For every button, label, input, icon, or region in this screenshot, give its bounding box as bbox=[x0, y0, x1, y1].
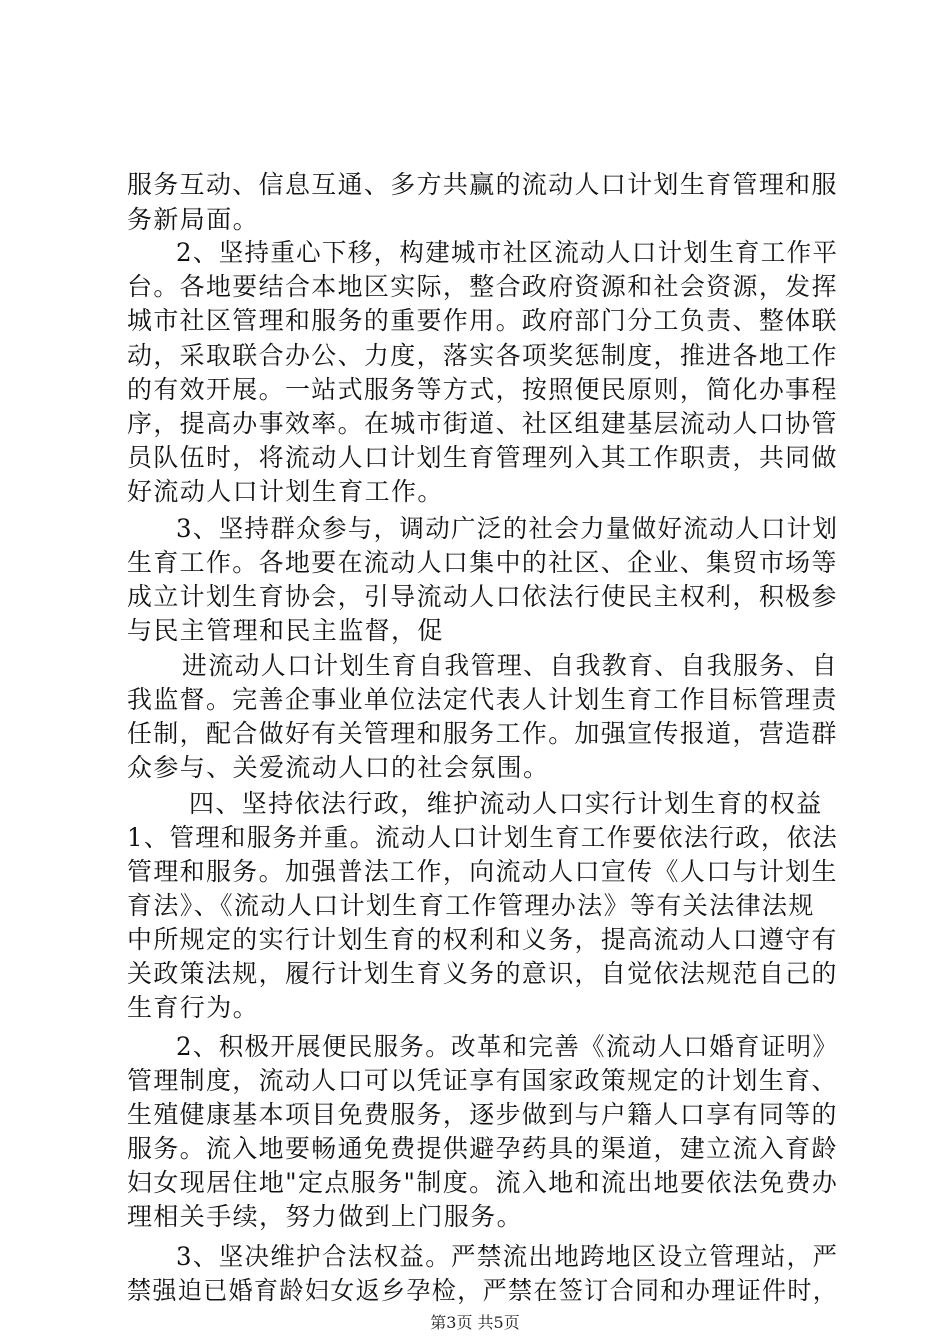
text-line: 2、坚持重心下移，构建城市社区流动人口计划生育工作平 bbox=[176, 238, 839, 267]
text-line: 理相关手续，努力做到上门服务。 bbox=[127, 1202, 524, 1231]
text-line: 1、管理和服务并重。流动人口计划生育工作要依法行政，依法 bbox=[127, 823, 839, 852]
text-line: 任制，配合做好有关管理和服务工作。加强宣传报道，营造群 bbox=[127, 719, 838, 748]
text-line: 育法》、《流动人口计划生育工作管理办法》等有关法律法规 bbox=[127, 891, 815, 920]
text-line: 成立计划生育协会，引导流动人口依法行使民主权利，积极参 bbox=[127, 582, 838, 611]
text-line: 城市社区管理和服务的重要作用。政府部门分工负责、整体联 bbox=[127, 306, 838, 335]
page-footer bbox=[0, 1312, 950, 1334]
text-line: 中所规定的实行计划生育的权利和义务，提高流动人口遵守有 bbox=[127, 925, 838, 954]
text-line: 生育行为。 bbox=[127, 993, 260, 1022]
text-line: 管理和服务。加强普法工作，向流动人口宣传《人口与计划生 bbox=[127, 857, 838, 886]
text-line: 管理制度，流动人口可以凭证享有国家政策规定的计划生育、 bbox=[127, 1066, 838, 1095]
text-line: 台。各地要结合本地区实际，整合政府资源和社会资源，发挥 bbox=[127, 272, 838, 301]
text-line: 生育工作。各地要在流动人口集中的社区、企业、集贸市场等 bbox=[127, 548, 838, 577]
text-line: 务新局面。 bbox=[127, 205, 260, 234]
text-line: 服务。流入地要畅通免费提供避孕药具的渠道，建立流入育龄 bbox=[127, 1134, 838, 1163]
text-line: 2、积极开展便民服务。改革和完善《流动人口婚育证明》 bbox=[176, 1032, 839, 1061]
text-line: 与民主管理和民主监督，促 bbox=[127, 616, 444, 645]
text-line: 四、坚持依法行政，维护流动人口实行计划生育的权益 bbox=[189, 789, 823, 818]
text-line: 生殖健康基本项目免费服务，逐步做到与户籍人口享有同等的 bbox=[127, 1100, 838, 1129]
text-line: 关政策法规，履行计划生育义务的意识，自觉依法规范自己的 bbox=[127, 959, 838, 988]
text-line: 3、坚持群众参与，调动广泛的社会力量做好流动人口计划 bbox=[176, 514, 839, 543]
text-line: 我监督。完善企事业单位法定代表人计划生育工作目标管理责 bbox=[127, 685, 838, 714]
text-line: 众参与、关爱流动人口的社会氛围。 bbox=[127, 753, 550, 782]
text-line: 进流动人口计划生育自我管理、自我教育、自我服务、自 bbox=[182, 651, 838, 680]
text-line: 禁强迫已婚育龄妇女返乡孕检，严禁在签订合同和办理证件时， bbox=[127, 1276, 839, 1305]
text-line: 员队伍时，将流动人口计划生育管理列入其工作职责，共同做 bbox=[127, 443, 838, 472]
text-line: 序，提高办事效率。在城市街道、社区组建基层流动人口协管 bbox=[127, 409, 838, 438]
text-line: 好流动人口计划生育工作。 bbox=[127, 477, 444, 506]
text-line: 服务互动、信息互通、多方共赢的流动人口计划生育管理和服 bbox=[127, 170, 838, 199]
text-line: 3、坚决维护合法权益。严禁流出地跨地区设立管理站，严 bbox=[176, 1242, 839, 1271]
page-number: 第3页 共5页 bbox=[430, 1313, 520, 1332]
text-line: 动，采取联合办公、力度，落实各项奖惩制度，推进各地工作 bbox=[127, 341, 838, 370]
text-line: 妇女现居住地"定点服务"制度。流入地和流出地要依法免费办 bbox=[127, 1168, 839, 1197]
text-line: 的有效开展。一站式服务等方式，按照便民原则，简化办事程 bbox=[127, 375, 838, 404]
